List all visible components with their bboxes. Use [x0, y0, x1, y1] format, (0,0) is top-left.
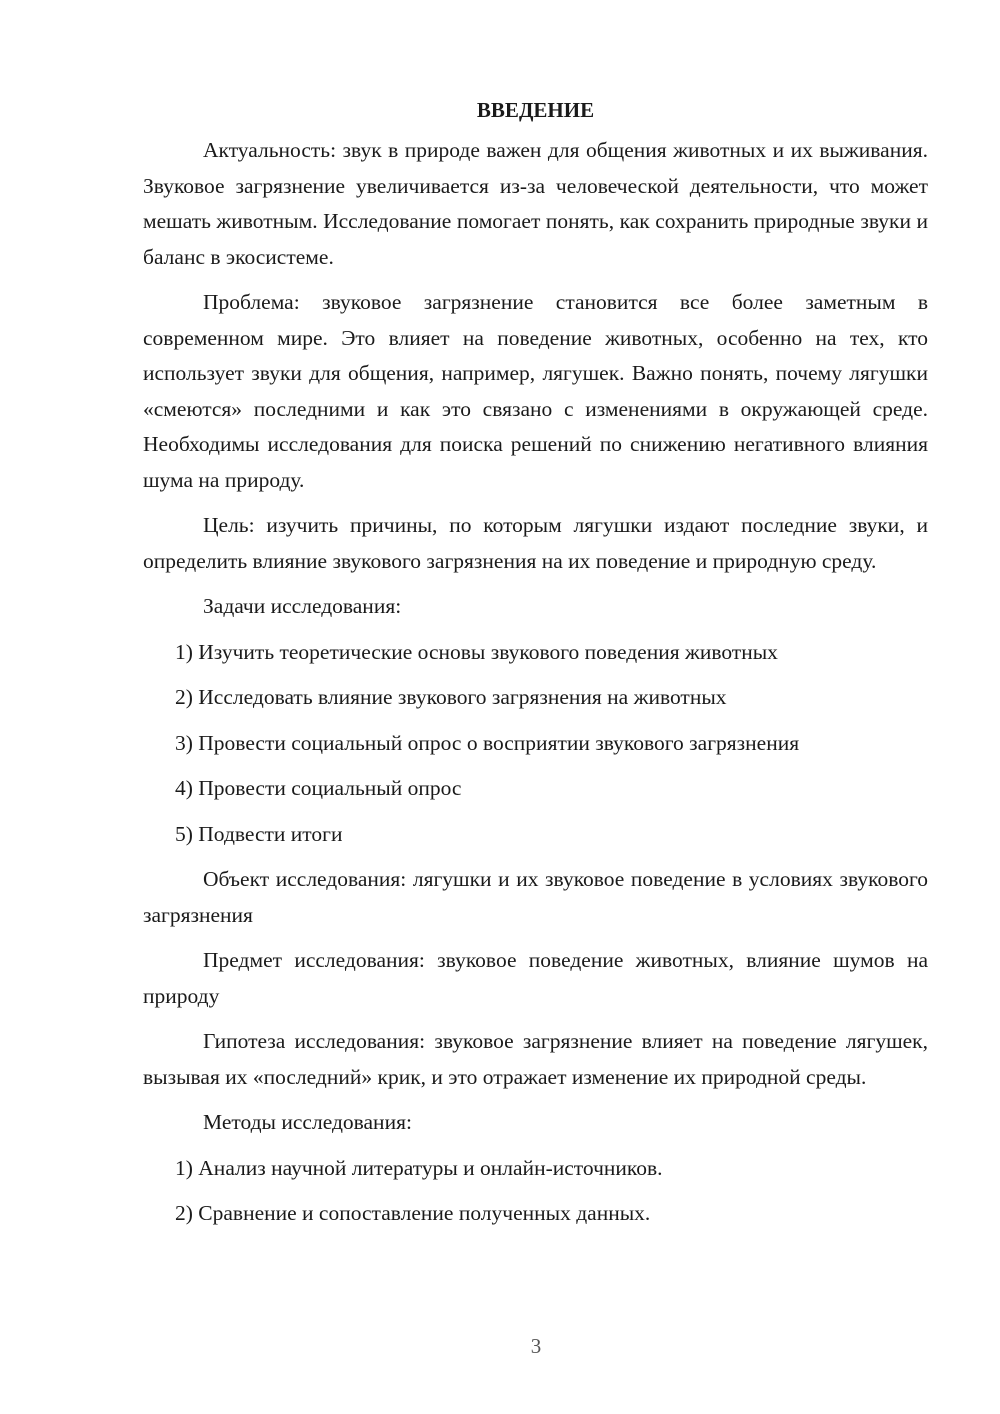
subject-paragraph: Предмет исследования: звуковое поведение животных, влияние шумов на природу: [143, 948, 928, 1008]
page-number: 3: [530, 1334, 542, 1358]
tasks-heading: Задачи исследования:: [203, 594, 402, 618]
task-item: 3) Провести социальный опрос о восприятии звукового загрязнения: [175, 730, 800, 755]
object-paragraph: Объект исследования: лягушки и их звуковое поведение в условиях звукового загрязнения: [143, 867, 928, 927]
task-item: 2) Исследовать влияние звукового загрязнения на животных: [175, 685, 727, 709]
task-item: 5) Подвести итоги: [175, 821, 343, 846]
page-content: [143, 92, 928, 1242]
methods-heading: Методы исследования:: [203, 1110, 412, 1134]
problem-paragraph: Проблема: звуковое загрязнение становится все более заметным в современном мире. Это влияет на поведение животных, особенно на тех, кто использует звуки для общения, например, лягушек. Важно понять, почему лягушки «смеются» последними и как это связано с изменениями в окружающей среде. Необходимы исследования для поиска решений по снижению негативного влияния шума на природу.: [143, 290, 928, 492]
relevance-paragraph: Актуальность: звук в природе важен для общения животных и их выживания. Звуковое загрязнение увеличивается из-за человеческой деятельности, что может мешать животным. Исследование помогает понять, как сохранить природные звуки и баланс в экосистеме.: [143, 138, 928, 269]
method-item: 1) Анализ научной литературы и онлайн-источников.: [175, 1155, 663, 1180]
task-item: 4) Провести социальный опрос: [175, 776, 462, 800]
method-item: 2) Сравнение и сопоставление полученных данных.: [175, 1201, 651, 1225]
section-title: ВВЕДЕНИЕ: [476, 98, 595, 122]
hypothesis-paragraph: Гипотеза исследования: звуковое загрязнение влияет на поведение лягушек, вызывая их «последний» крик, и это отражает изменение их природной среды.: [143, 1029, 928, 1089]
task-item: 1) Изучить теоретические основы звукового поведения животных: [175, 639, 778, 664]
goal-paragraph: Цель: изучить причины, по которым лягушки издают последние звуки, и определить влияние звукового загрязнения на их поведение и природную среду.: [143, 513, 928, 573]
